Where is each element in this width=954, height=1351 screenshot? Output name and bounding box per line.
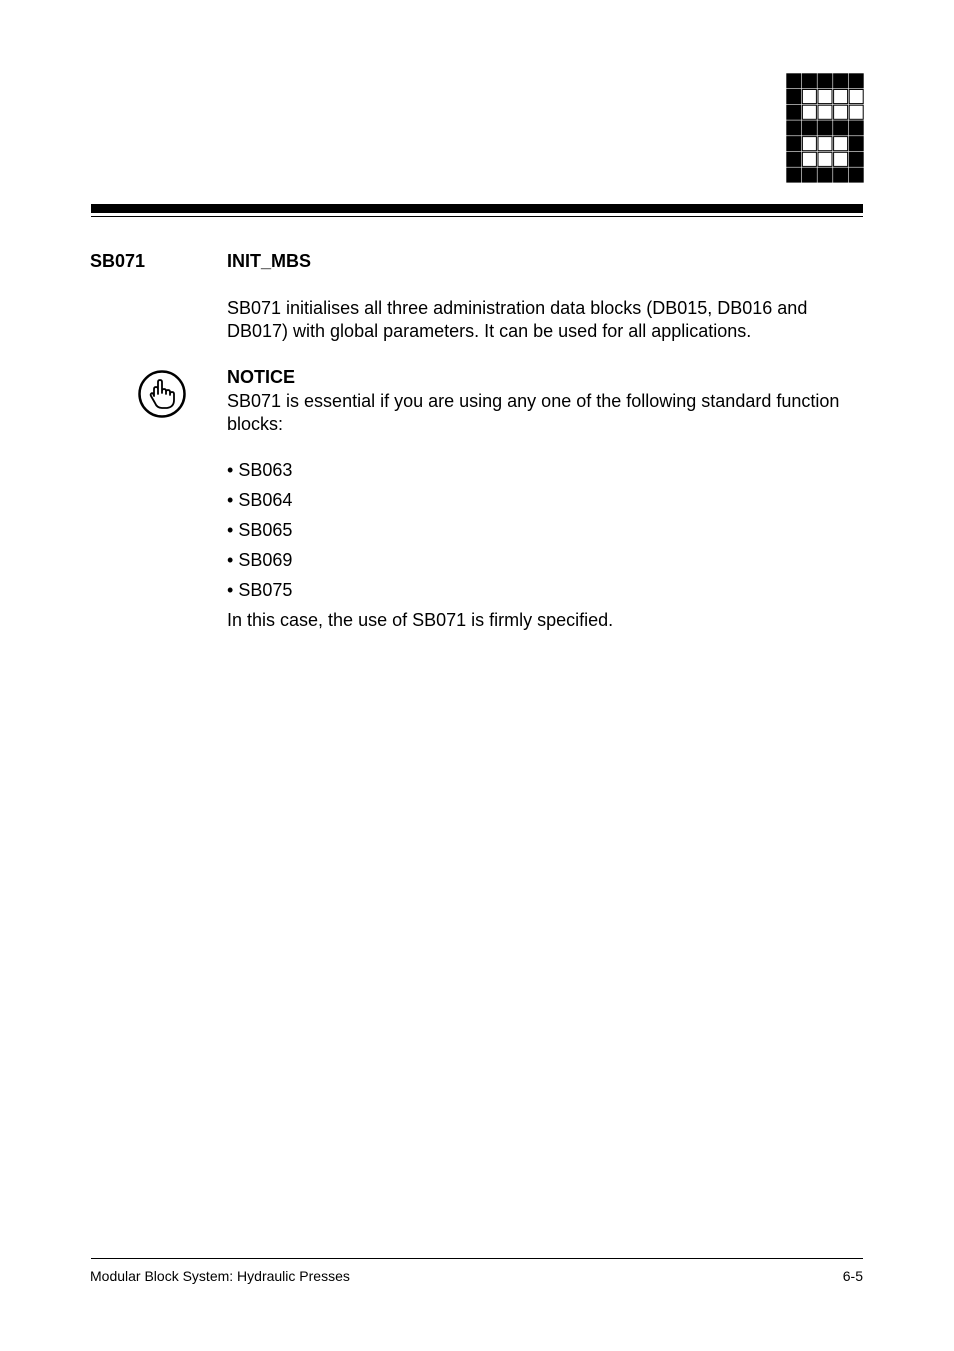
logo-cell	[849, 137, 863, 151]
list-item-label: SB075	[238, 580, 293, 600]
list-item-label: SB069	[238, 550, 293, 570]
logo-cell	[834, 137, 848, 151]
logo-cell	[787, 137, 801, 151]
bullet: •	[227, 550, 234, 570]
logo-cell	[849, 105, 863, 119]
logo-cell	[818, 121, 832, 135]
header-thick-rule	[91, 204, 863, 213]
list-item-label: SB063	[238, 460, 293, 480]
logo-cell	[802, 121, 816, 135]
pointing-hand-icon	[137, 369, 187, 419]
logo-cell	[787, 74, 801, 88]
logo-cell	[818, 137, 832, 151]
block-id-heading: SB071	[90, 251, 146, 271]
logo-cell	[802, 152, 816, 166]
block-description: SB071 initialises all three administration data blocks (DB015, DB016 and DB017) with global parameters. It can be used for all applications.	[227, 298, 808, 341]
list-item-label: SB065	[238, 520, 293, 540]
bullet: •	[227, 490, 234, 510]
logo-cell	[802, 137, 816, 151]
logo-cell	[849, 74, 863, 88]
logo-cell	[834, 74, 848, 88]
function-block-list	[227, 459, 292, 609]
logo-cell	[787, 90, 801, 104]
logo-cell	[818, 74, 832, 88]
bullet: •	[227, 460, 234, 480]
footer-document-title: Modular Block System: Hydraulic Presses	[90, 1268, 350, 1284]
logo-cell	[802, 90, 816, 104]
list-item	[227, 549, 292, 579]
list-item	[227, 459, 292, 489]
logo-cell	[849, 121, 863, 135]
logo-cell	[818, 152, 832, 166]
logo-cell	[787, 105, 801, 119]
logo-cell	[818, 105, 832, 119]
logo-cell	[818, 90, 832, 104]
logo-cell	[787, 152, 801, 166]
logo-cell	[849, 168, 863, 182]
logo-cell	[787, 121, 801, 135]
bullet: •	[227, 580, 234, 600]
list-item	[227, 489, 292, 519]
logo-cell	[802, 105, 816, 119]
logo-cell	[834, 121, 848, 135]
logo-cell	[834, 90, 848, 104]
grid-logo-icon	[786, 73, 864, 183]
logo-cell	[818, 168, 832, 182]
header-thin-rule	[91, 216, 863, 217]
notice-closing-text: In this case, the use of SB071 is firmly specified.	[227, 610, 614, 630]
logo-cell	[849, 90, 863, 104]
footer-rule	[91, 1258, 863, 1259]
logo-cell	[834, 168, 848, 182]
logo-cell	[802, 168, 816, 182]
logo-cell	[802, 74, 816, 88]
logo-cell	[834, 105, 848, 119]
bullet: •	[227, 520, 234, 540]
footer-page-number: 6-5	[842, 1268, 863, 1284]
logo-cell	[787, 168, 801, 182]
logo-cell	[849, 152, 863, 166]
list-item	[227, 519, 292, 549]
list-item	[227, 579, 292, 609]
notice-title: NOTICE	[227, 367, 296, 387]
block-name-heading: INIT_MBS	[227, 251, 312, 271]
logo-cell	[834, 152, 848, 166]
list-item-label: SB064	[238, 490, 293, 510]
notice-text: SB071 is essential if you are using any one of the following standard function blocks:	[227, 391, 840, 434]
